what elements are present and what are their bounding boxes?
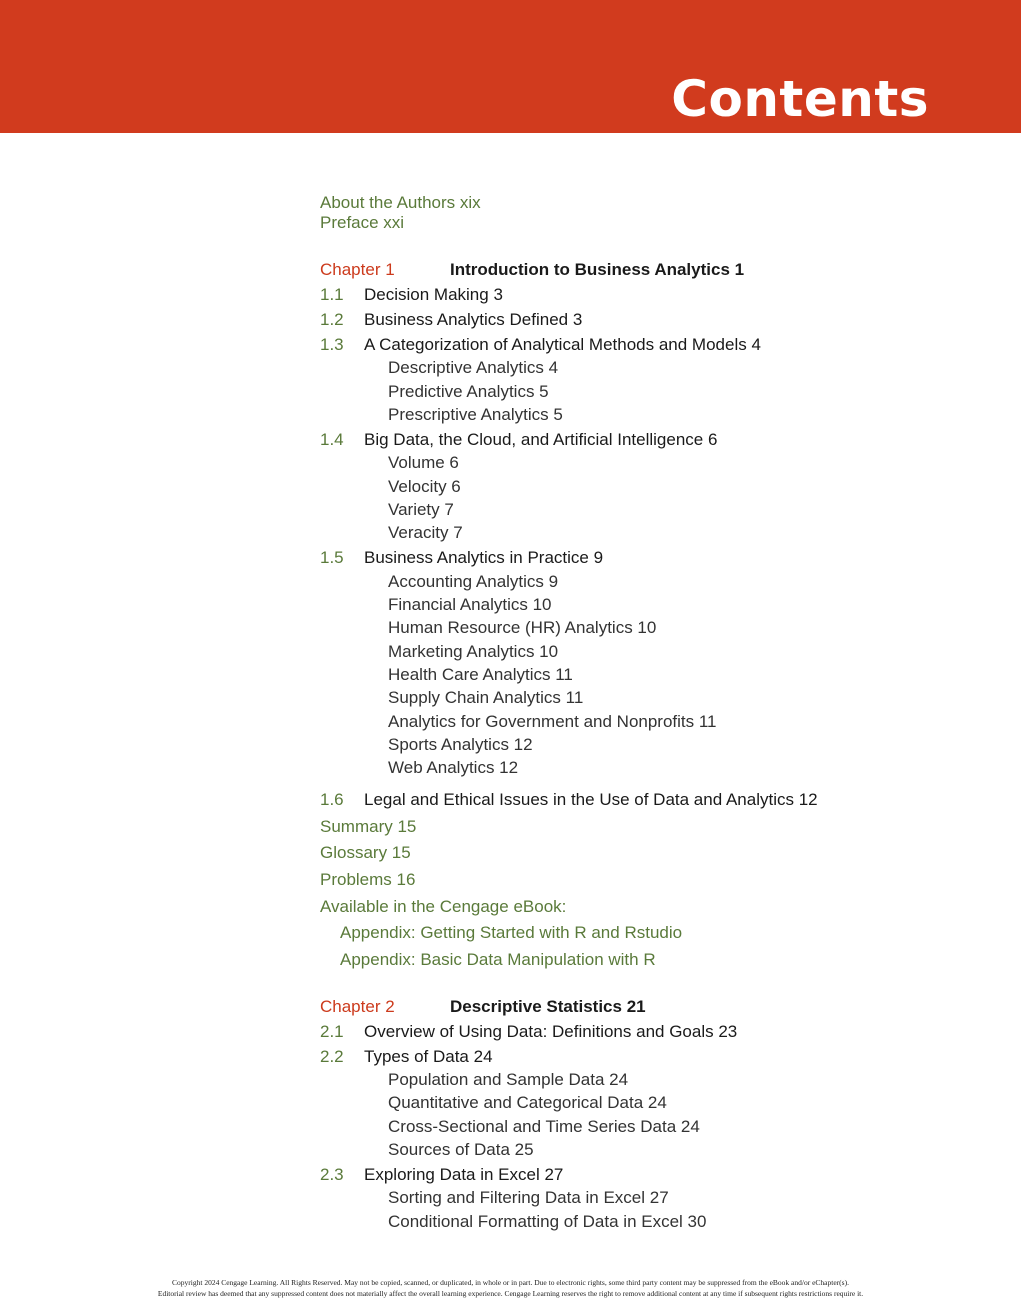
toc-subsection[interactable]: Supply Chain Analytics 11 <box>388 688 584 707</box>
toc-subsection[interactable]: Velocity 6 <box>388 477 461 496</box>
toc-subsection[interactable]: Volume 6 <box>388 453 459 472</box>
toc-entry-appendix[interactable]: Appendix: Getting Started with R and Rstudio <box>340 923 683 942</box>
toc-entry-about-authors[interactable]: About the Authors xix <box>320 193 481 212</box>
section-number: 1.2 <box>320 310 344 329</box>
toc-subsection[interactable]: Quantitative and Categorical Data 24 <box>388 1093 667 1112</box>
toc-subsection[interactable]: Analytics for Government and Nonprofits 11 <box>388 712 717 731</box>
section-title: Types of Data 24 <box>364 1047 493 1066</box>
section-number: 1.4 <box>320 430 344 449</box>
section-title: Business Analytics Defined 3 <box>364 310 583 329</box>
section-title: Overview of Using Data: Definitions and Goals 23 <box>364 1022 738 1041</box>
page-title: Contents <box>671 70 929 128</box>
toc-entry-glossary[interactable]: Glossary 15 <box>320 843 411 862</box>
header-banner <box>0 0 1021 133</box>
toc-subsection[interactable]: Cross-Sectional and Time Series Data 24 <box>388 1117 700 1136</box>
toc-entry-appendix[interactable]: Appendix: Basic Data Manipulation with R <box>340 950 656 969</box>
section-number: 2.1 <box>320 1022 344 1041</box>
toc-subsection[interactable]: Conditional Formatting of Data in Excel 30 <box>388 1212 707 1231</box>
section-number: 2.3 <box>320 1165 344 1184</box>
toc-subsection[interactable]: Veracity 7 <box>388 523 463 542</box>
section-title: Exploring Data in Excel 27 <box>364 1165 564 1184</box>
toc-subsection[interactable]: Financial Analytics 10 <box>388 595 552 614</box>
copyright-line: Copyright 2024 Cengage Learning. All Rights Reserved. May not be copied, scanned, or duplicated, in whole or in part. Due to electronic rights, some third party content may be suppressed from the eBook and/or eChapter(s). <box>172 1278 849 1287</box>
chapter-label: Chapter 1 <box>320 260 395 279</box>
toc-subsection[interactable]: Sorting and Filtering Data in Excel 27 <box>388 1188 669 1207</box>
copyright-footer <box>0 1277 1021 1299</box>
toc-subsection[interactable]: Marketing Analytics 10 <box>388 642 559 661</box>
section-number: 1.5 <box>320 548 344 567</box>
toc-subsection[interactable]: Health Care Analytics 11 <box>388 665 573 684</box>
toc-subsection[interactable]: Sources of Data 25 <box>388 1140 534 1159</box>
toc-subsection[interactable]: Sports Analytics 12 <box>388 735 533 754</box>
toc-subsection[interactable]: Predictive Analytics 5 <box>388 382 549 401</box>
toc-subsection[interactable]: Accounting Analytics 9 <box>388 572 559 591</box>
section-number: 2.2 <box>320 1047 344 1066</box>
section-title: Legal and Ethical Issues in the Use of Data and Analytics 12 <box>364 790 818 809</box>
section-number: 1.3 <box>320 335 344 354</box>
toc-subsection[interactable]: Variety 7 <box>388 500 454 519</box>
section-title: Decision Making 3 <box>364 285 503 304</box>
chapter-title: Introduction to Business Analytics 1 <box>450 260 745 279</box>
section-title: A Categorization of Analytical Methods and Models 4 <box>364 335 761 354</box>
toc-subsection[interactable]: Prescriptive Analytics 5 <box>388 405 563 424</box>
toc-entry-preface[interactable]: Preface xxi <box>320 213 405 232</box>
toc-entry-summary[interactable]: Summary 15 <box>320 817 417 836</box>
toc-subsection[interactable]: Web Analytics 12 <box>388 758 519 777</box>
toc-entry-ebook-note: Available in the Cengage eBook: <box>320 897 567 916</box>
toc-subsection[interactable]: Human Resource (HR) Analytics 10 <box>388 618 657 637</box>
chapter-title: Descriptive Statistics 21 <box>450 997 646 1016</box>
section-number: 1.6 <box>320 790 344 809</box>
section-title: Business Analytics in Practice 9 <box>364 548 604 567</box>
toc-entry-problems[interactable]: Problems 16 <box>320 870 416 889</box>
section-title: Big Data, the Cloud, and Artificial Intelligence 6 <box>364 430 718 449</box>
toc-subsection[interactable]: Population and Sample Data 24 <box>388 1070 629 1089</box>
copyright-line: Editorial review has deemed that any suppressed content does not materially affect the overall learning experience. Cengage Learning reserves the right to remove additional content at any time if subsequent rights restrictions require it. <box>157 1289 864 1298</box>
toc-subsection[interactable]: Descriptive Analytics 4 <box>388 358 559 377</box>
chapter-label: Chapter 2 <box>320 997 395 1016</box>
section-number: 1.1 <box>320 285 344 304</box>
